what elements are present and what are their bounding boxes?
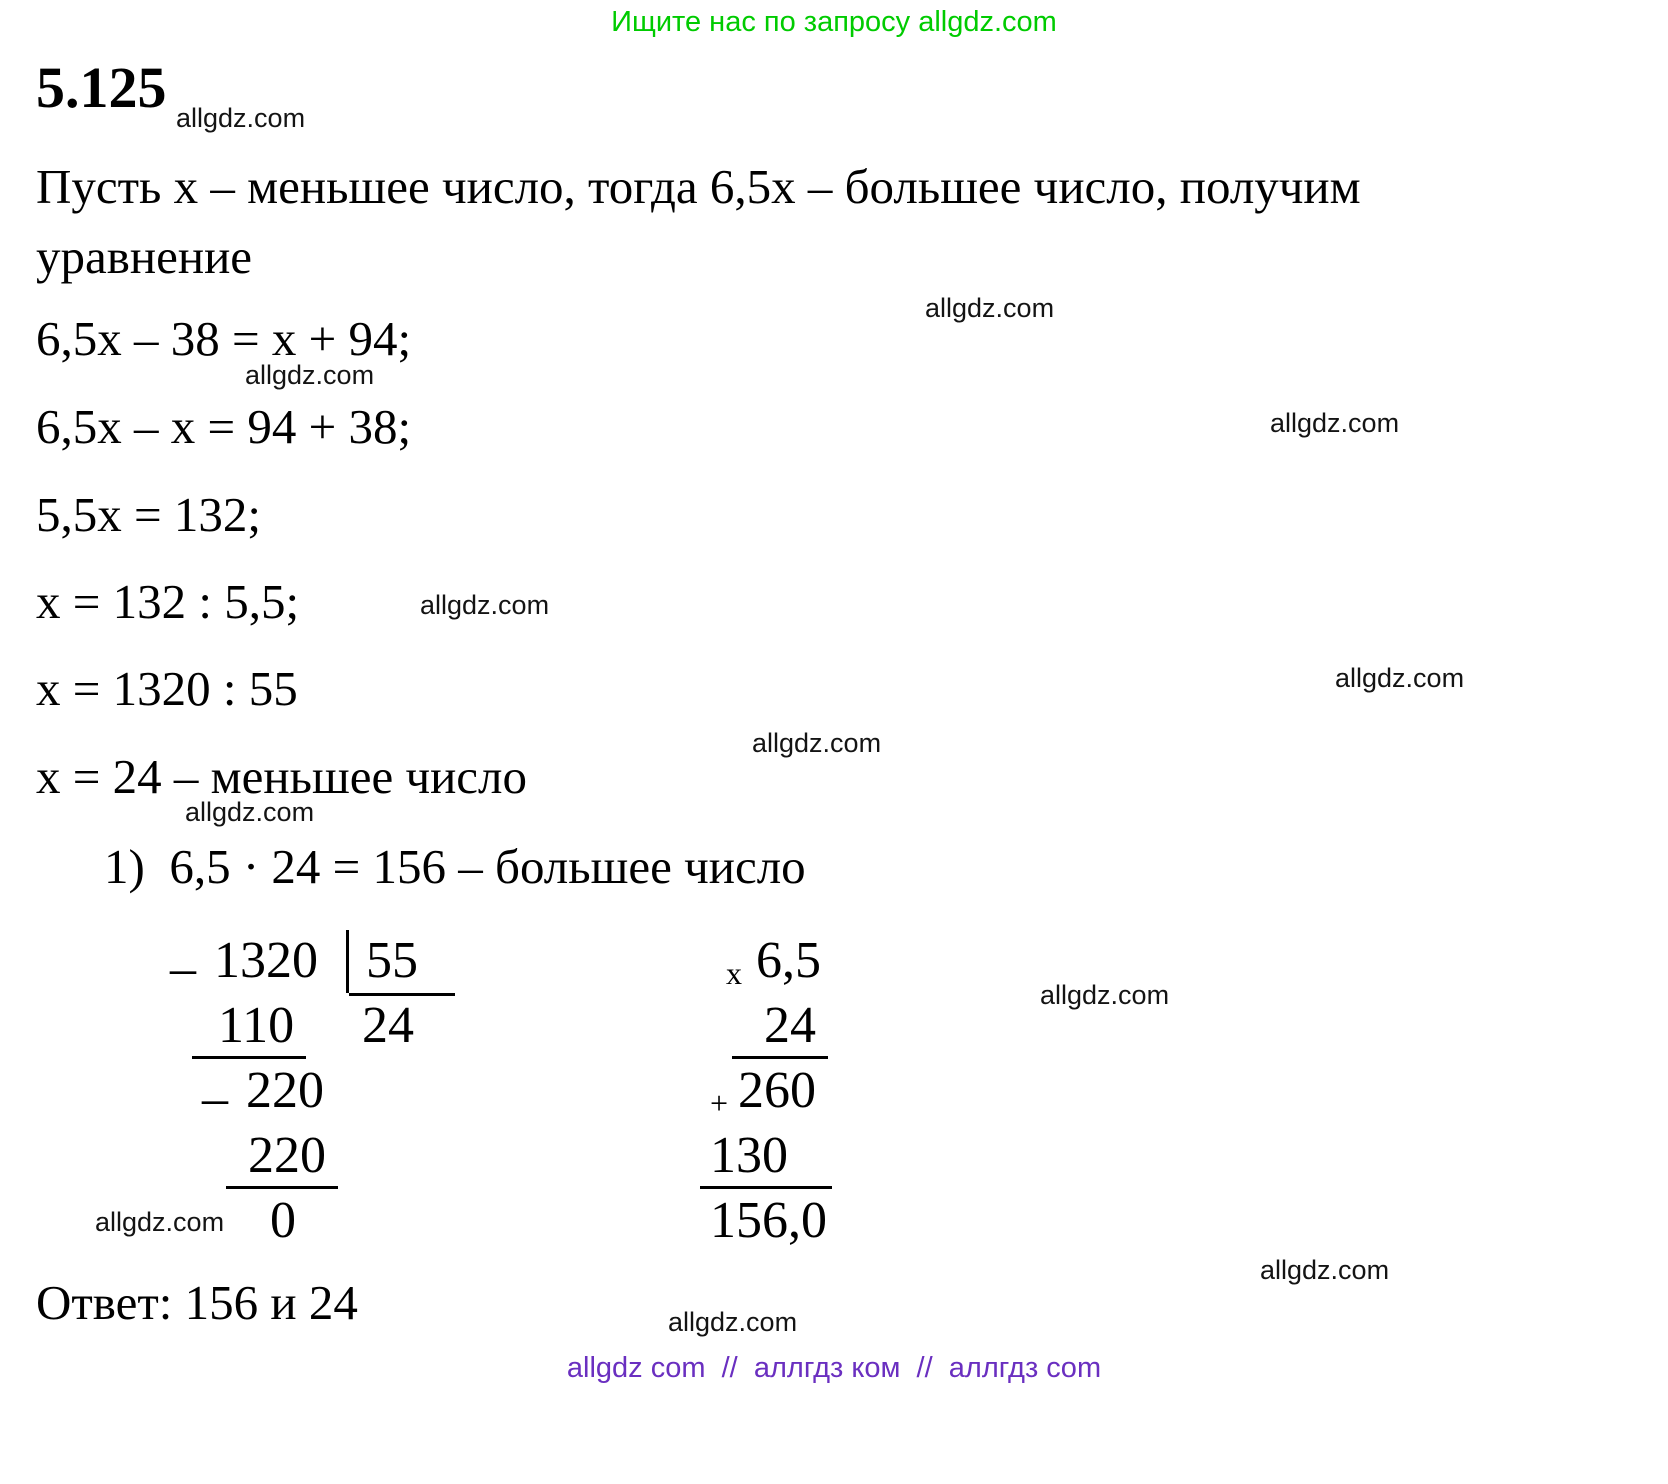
multiplication-partial-1: 260 <box>738 1062 816 1119</box>
watermark: allgdz.com <box>752 728 882 758</box>
footer-links: allgdz com // аллгдз ком // аллгдз com <box>566 1352 1102 1384</box>
watermark: allgdz.com <box>245 360 375 390</box>
watermark: allgdz.com <box>1260 1255 1390 1285</box>
multiplication-times-sign: x <box>726 955 742 991</box>
equation-6: x = 24 – меньшее число <box>36 749 528 804</box>
multiplication-factor-top: 6,5 <box>756 932 821 989</box>
multiplication-product: 156,0 <box>710 1192 827 1249</box>
division-quotient: 24 <box>362 997 414 1054</box>
division-remainder-line-1: 220 <box>246 1062 324 1119</box>
multiplication-plus-sign: + <box>710 1085 729 1121</box>
equation-4: x = 132 : 5,5; <box>36 574 300 629</box>
watermark: allgdz.com <box>176 103 306 133</box>
division-bracket-vertical-line <box>346 930 349 993</box>
watermark: allgdz.com <box>1335 663 1465 693</box>
answer-line: Ответ: 156 и 24 <box>36 1275 358 1330</box>
promo-banner: Ищите нас по запросу allgdz.com <box>611 6 1057 38</box>
division-minus-sign-1: – <box>170 940 196 997</box>
step-1-line: 1) 6,5 · 24 = 156 – большее число <box>104 839 806 894</box>
multiplication-block <box>700 930 870 1270</box>
multiplication-underline-1 <box>732 1056 828 1059</box>
multiplication-underline-2 <box>700 1186 832 1189</box>
equation-1: 6,5x – 38 = x + 94; <box>36 311 412 366</box>
watermark: allgdz.com <box>1270 408 1400 438</box>
division-dividend: 1320 <box>214 932 318 989</box>
division-final-remainder: 0 <box>270 1192 296 1249</box>
division-underline-2 <box>226 1186 338 1189</box>
watermark: allgdz.com <box>925 293 1055 323</box>
watermark: allgdz.com <box>1040 980 1170 1010</box>
equation-3: 5,5x = 132; <box>36 487 261 542</box>
solution-intro-line2: уравнение <box>36 229 253 284</box>
multiplication-partial-2: 130 <box>710 1127 788 1184</box>
division-subtrahend-1: 110 <box>218 997 295 1054</box>
division-subtrahend-2: 220 <box>248 1127 326 1184</box>
division-underline-1 <box>192 1056 306 1059</box>
watermark: allgdz.com <box>185 797 315 827</box>
watermark: allgdz.com <box>95 1207 225 1237</box>
watermark: allgdz.com <box>420 590 550 620</box>
equation-5: x = 1320 : 55 <box>36 661 298 716</box>
division-divisor: 55 <box>366 932 418 989</box>
watermark: allgdz.com <box>668 1307 798 1337</box>
solution-intro-line1: Пусть x – меньшее число, тогда 6,5x – большее число, получим <box>36 159 1361 214</box>
division-minus-sign-2: – <box>202 1070 228 1127</box>
problem-number: 5.125 <box>36 55 167 120</box>
multiplication-factor-bottom: 24 <box>764 997 816 1054</box>
equation-2: 6,5x – x = 94 + 38; <box>36 399 412 454</box>
long-division-block <box>170 930 500 1270</box>
